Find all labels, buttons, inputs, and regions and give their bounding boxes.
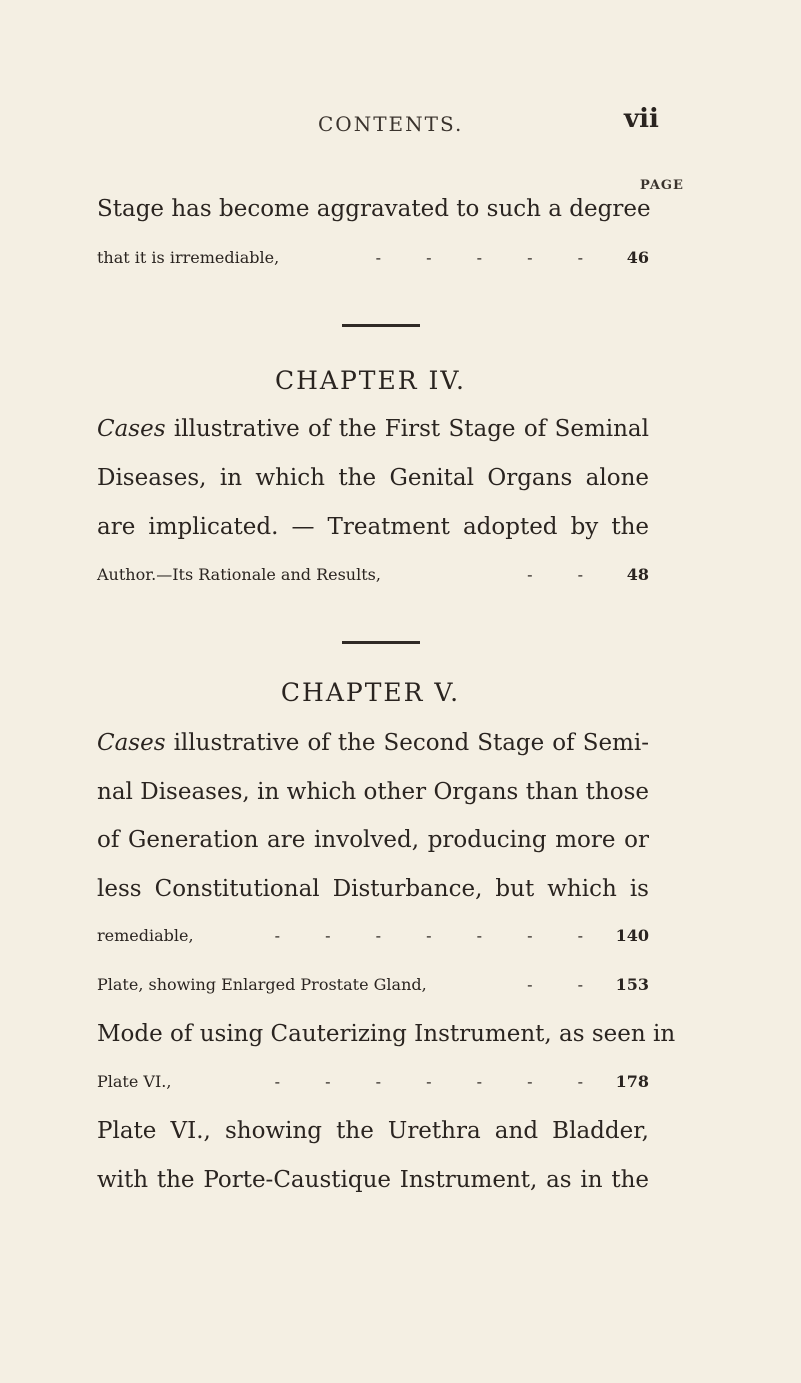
entry-page-number: 140: [615, 926, 649, 945]
entry-line: Diseases, in which the Genital Organs alone: [97, 465, 649, 491]
entry-text: illustrative of the Second Stage of Semi-: [165, 730, 649, 756]
entry-text: illustrative of the First Stage of Seminal: [165, 416, 649, 442]
entry-page-number: 46: [626, 248, 649, 267]
dot-leader: - -: [527, 975, 603, 994]
entry-text: Plate, showing Enlarged Prostate Gland,: [97, 975, 427, 994]
entry-line-with-page: [97, 248, 649, 267]
entry-line: nal Diseases, in which other Organs than those: [97, 779, 649, 805]
entry-line-with-page: [97, 926, 649, 975]
dot-leader: - - - - -: [375, 248, 603, 267]
page-column-label: PAGE: [640, 178, 684, 193]
entry-line: [97, 732, 649, 781]
entry-line: Mode of using Cauterizing Instrument, as seen in: [97, 1021, 676, 1047]
entry-line: less Constitutional Disturbance, but which is: [97, 876, 649, 902]
entry-italic-lead: Cases: [97, 730, 166, 756]
dot-leader: - - - - - - -: [274, 926, 603, 945]
dot-leader: - - - - - - -: [274, 1072, 603, 1091]
contents-entry-continuation: [97, 198, 649, 267]
entry-page-number: 153: [615, 975, 649, 994]
entry-line: are implicated. — Treatment adopted by the: [97, 514, 649, 540]
dot-leader: - -: [527, 565, 603, 584]
entry-line-with-page: [97, 1072, 649, 1120]
section-divider: [342, 324, 420, 327]
entry-italic-lead: Cases: [97, 416, 166, 442]
entry-line-with-page: [97, 565, 649, 584]
entry-text: that it is irremediable,: [97, 248, 280, 267]
chapter-heading: CHAPTER IV.: [274, 366, 466, 395]
entry-page-number: 48: [626, 565, 649, 584]
entry-text: remediable,: [97, 926, 194, 945]
entry-line: Stage has become aggravated to such a degree: [97, 196, 651, 222]
chapter-heading: CHAPTER V.: [280, 678, 461, 707]
page-number: vii: [624, 104, 659, 134]
entry-line: of Generation are involved, producing more or: [97, 827, 649, 853]
contents-entry-chapter-5: [97, 730, 676, 1218]
running-head: CONTENTS.: [318, 112, 464, 136]
entry-page-number: 178: [615, 1072, 649, 1091]
entry-line: with the Porte-Caustique Instrument, as in the: [97, 1167, 649, 1193]
section-divider: [342, 641, 420, 644]
entry-line-with-page: [97, 975, 649, 1023]
entry-text: Plate VI.,: [97, 1072, 172, 1091]
entry-line: [97, 418, 649, 467]
entry-line: Plate VI., showing the Urethra and Bladder,: [97, 1118, 649, 1144]
contents-entry-chapter-4: [97, 418, 649, 584]
entry-text: Author.—Its Rationale and Results,: [97, 565, 381, 584]
